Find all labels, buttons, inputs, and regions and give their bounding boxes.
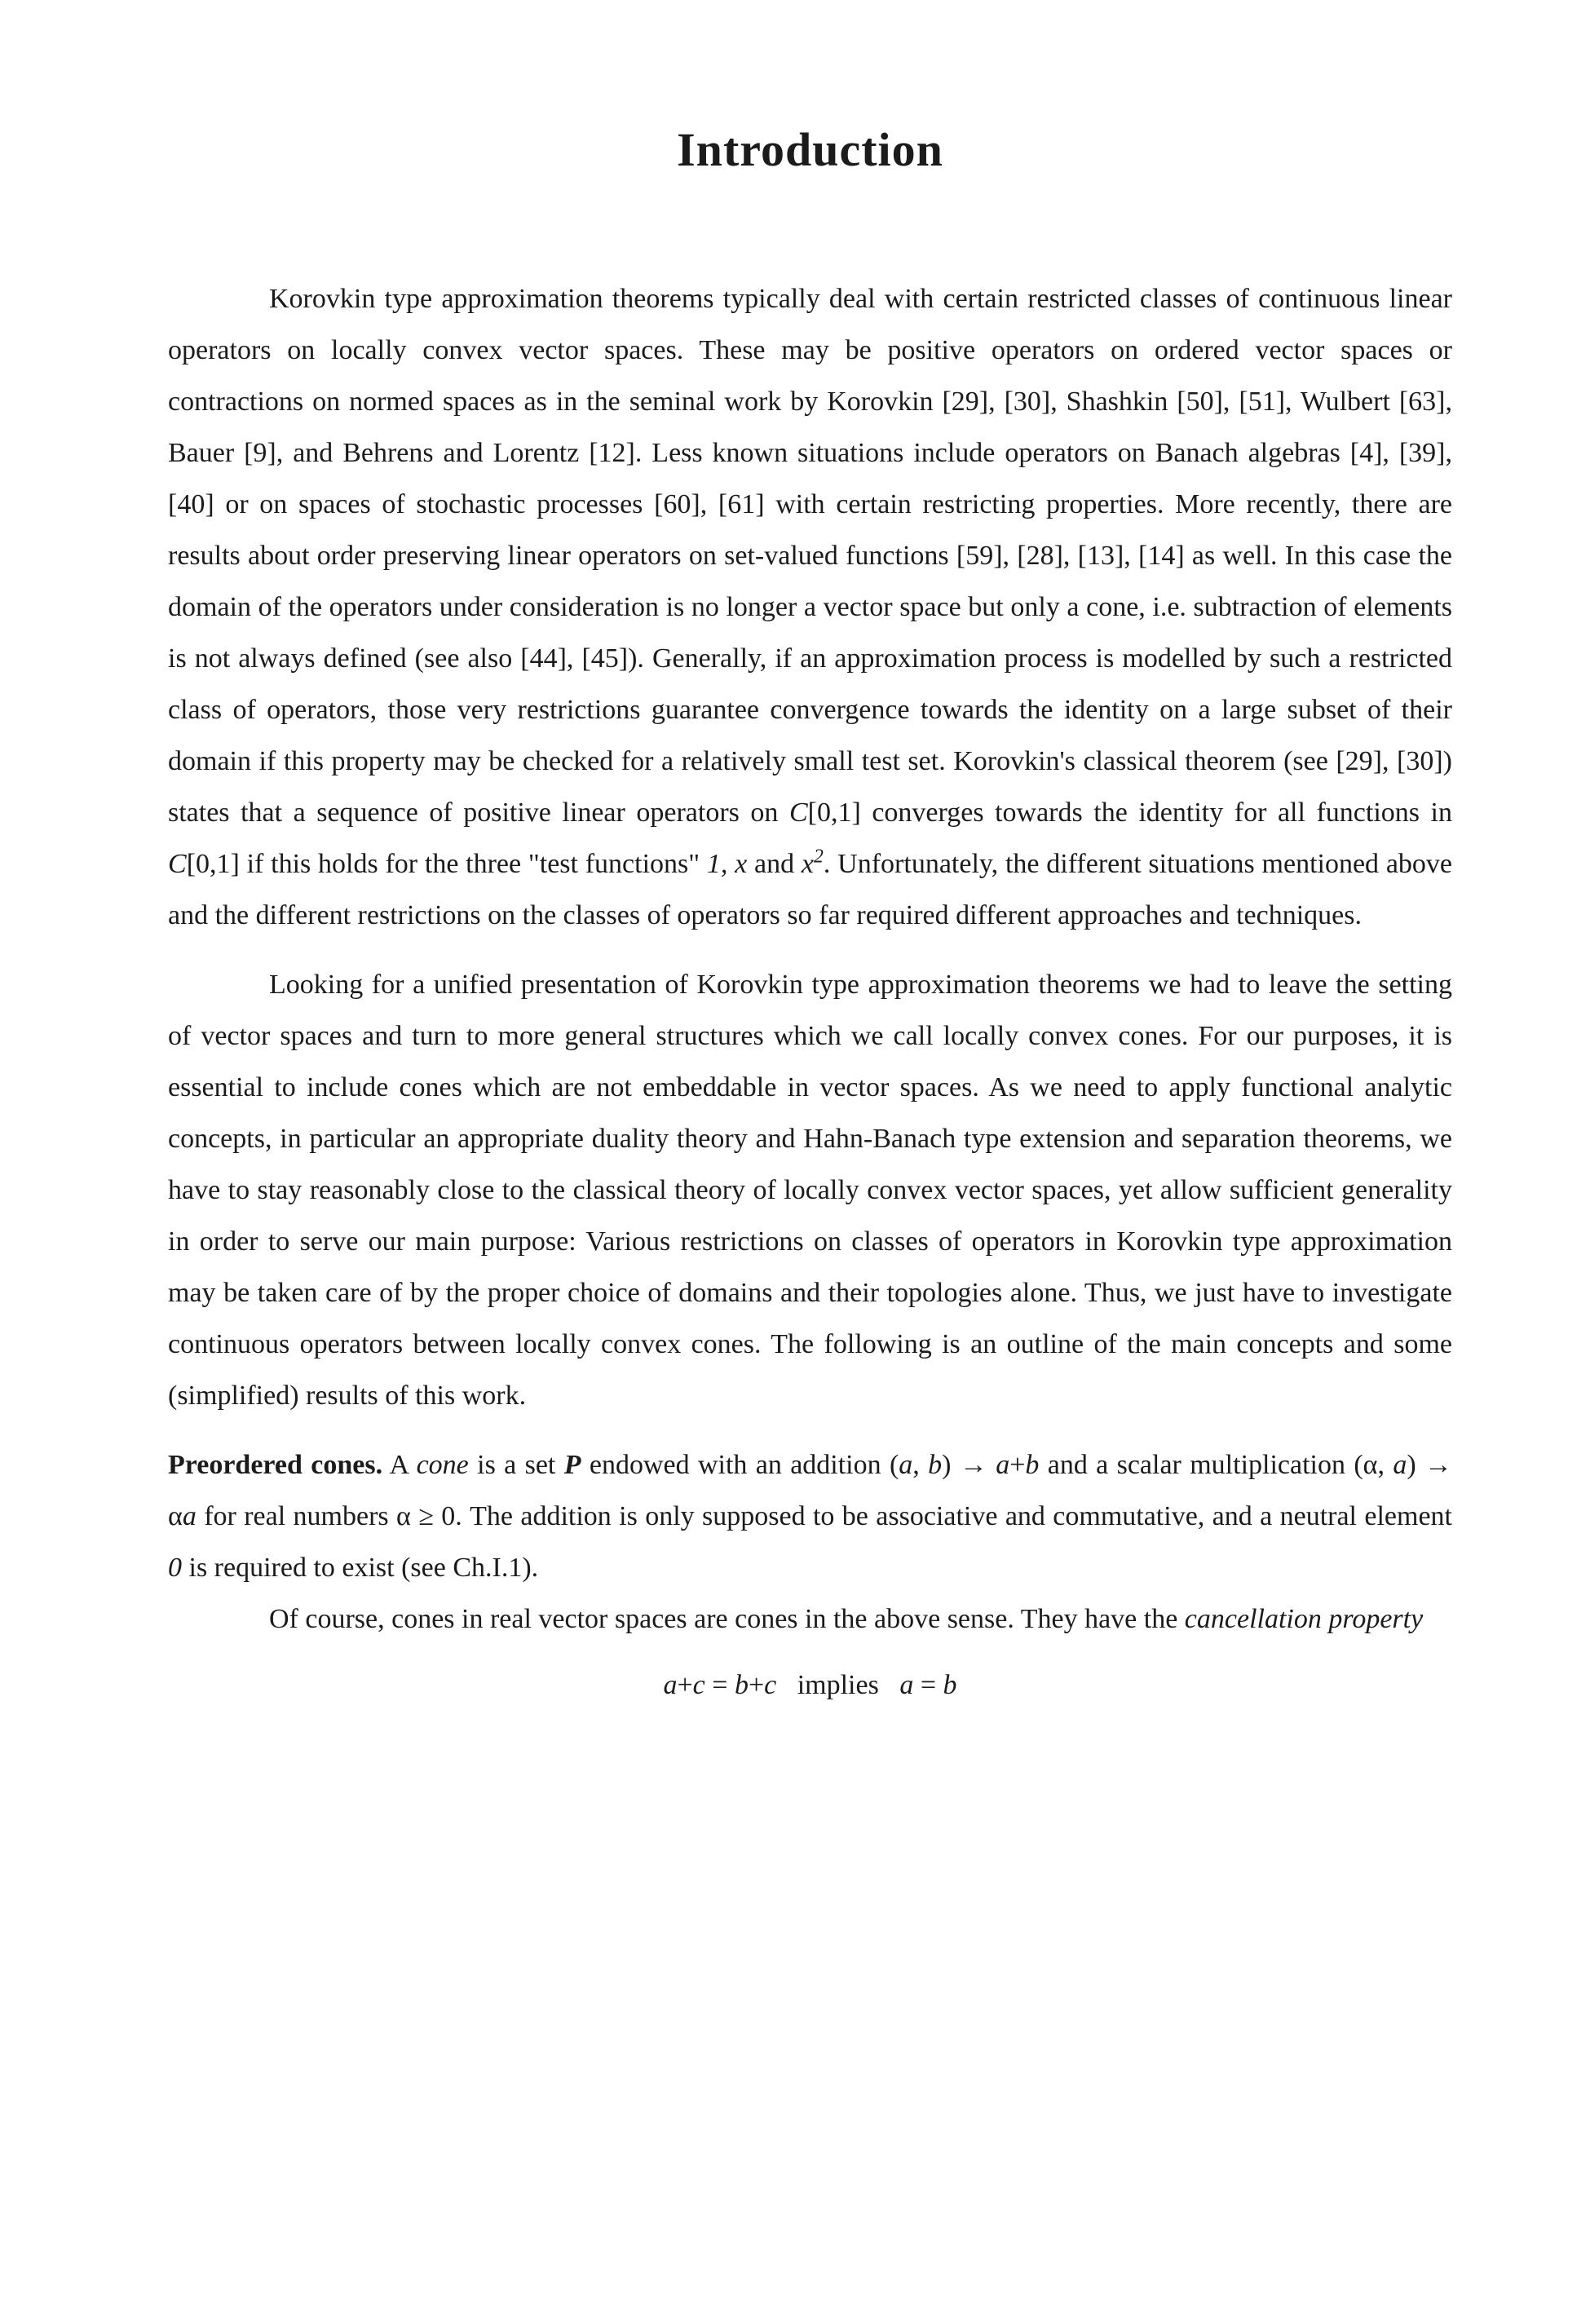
text-segment: a [899,1670,914,1700]
text-segment: endowed with an addition ( [581,1450,899,1480]
text-segment: Preordered cones. [168,1450,383,1480]
text-segment: x [801,849,814,879]
text-segment: cone [416,1450,469,1480]
text-segment: a [1393,1450,1407,1480]
text-segment: Of course, cones in real vector spaces are cones in the above sense. They have the [269,1604,1185,1634]
text-segment: 1, x [706,849,748,879]
text-segment: c [692,1670,705,1700]
text-segment: . Unfortunately, the different situations mentioned above and the different restrictions on the classes of operators so far required different approaches and techniques. [168,849,1453,930]
text-segment: c [764,1670,777,1700]
text-segment: and a scalar multiplication (α, [1039,1450,1393,1480]
text-segment: 2 [814,846,824,868]
text-segment: is a set [468,1450,564,1480]
text-segment: Korovkin type approximation theorems typically deal with certain restricted classes of continuous linear operators on locally convex vector spaces. These may be positive operators on ordered vector spaces or contractions on normed spaces as in the seminal work by Korovkin [29], [30], Shashkin [50], [51], Wulbert [63], Bauer [9], and Behrens and Lorentz [12]. Less known situations include operators on Banach algebras [4], [39], [40] or on spaces of stochastic processes [60], [61] with certain restricting properties. More recently, there are results about order preserving linear operators on set-valued functions [59], [28], [13], [14] as well. In this case the domain of the operators under consideration is no longer a vector space but only a cone, i.e. subtraction of elements is not always defined (see also [44], [45]). Generally, if an approximation process is modelled by such a restricted class of operators, those very restrictions guarantee convergence towards the identity on a large subset of their domain if this property may be checked for a relatively small test set. Korovkin's classical theorem (see [29], [30]) states that a sequence of positive linear operators on [168,284,1452,828]
text-segment: C [168,849,187,879]
text-segment: = [704,1670,735,1700]
text-segment: a [996,1450,1010,1480]
text-segment: a [182,1501,197,1531]
text-segment: + [1009,1450,1026,1480]
paragraph-overview [168,273,1452,941]
text-segment: is required to exist (see Ch.I.1). [182,1553,539,1583]
text-segment: + [748,1670,765,1700]
text-segment: and [747,849,802,879]
text-segment: a [899,1450,913,1480]
text-segment: b [943,1670,957,1700]
text-segment: b [928,1450,943,1480]
paragraph-preordered-cones [168,1439,1452,1593]
text-segment: ) → [942,1450,996,1480]
text-segment: b [1025,1450,1040,1480]
text-segment: A [382,1450,417,1480]
chapter-title: Introduction [677,123,943,176]
text-segment: ) → α [168,1450,1453,1531]
text-segment: 0 [168,1553,182,1583]
text-segment: for real numbers α ≥ 0. The addition is only supposed to be associative and commutative, and a neutral element [196,1501,1452,1531]
cancellation-equation [168,1659,1452,1711]
paragraph-unified-presentation [168,959,1452,1421]
paragraph-cancellation [168,1593,1452,1645]
text-segment: C [788,797,808,828]
text-segment: [0,1] converges towards the identity for all functions in [807,797,1453,828]
text-segment: cancellation property [1184,1604,1424,1634]
text-segment: implies [776,1670,900,1700]
text-segment: , [912,1450,929,1480]
text-segment: [0,1] if this holds for the three "test functions" [186,849,707,879]
text-segment: a [663,1670,678,1700]
text-segment: Looking for a unified presentation of Korovkin type approximation theorems we had to leave the setting of vector spaces and turn to more general structures which we call locally convex cones. For our purposes, it is essential to include cones which are not embeddable in vector spaces. As we need to apply functional analytic concepts, in particular an appropriate duality theory and Hahn-Banach type extension and separation theorems, we have to stay reasonably close to the classical theory of locally convex vector spaces, yet allow sufficient generality in order to serve our main purpose: Various restrictions on classes of operators in Korovkin type approximation may be taken care of by the proper choice of domains and their topologies alone. Thus, we just have to investigate continuous operators between locally convex cones. The following is an outline of the main concepts and some (simplified) results of this work. [168,970,1452,1411]
text-segment: = [913,1670,943,1700]
text-segment: P [563,1450,581,1480]
text-segment: b [734,1670,749,1700]
text-segment: + [677,1670,693,1700]
